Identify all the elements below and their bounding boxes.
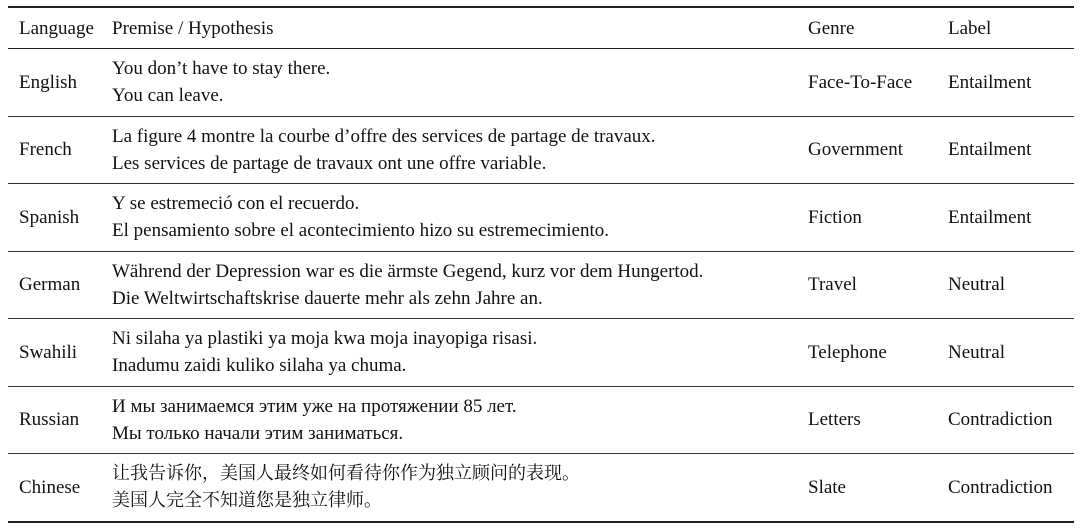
table-row-swahili	[8, 319, 1074, 387]
hypothesis-text: Inadumu zaidi kuliko silaha ya chuma.	[112, 355, 407, 377]
premise-text: Während der Depression war es die ärmste Gegend, kurz vor dem Hungertod.	[112, 260, 704, 282]
hypothesis-text: Les services de partage de travaux ont une offre variable.	[112, 152, 547, 174]
hypothesis-text: You can leave.	[112, 85, 224, 107]
language-cell: English	[19, 71, 78, 93]
language-cell: Chinese	[19, 476, 81, 498]
premise-text: Ni silaha ya plastiki ya moja kwa moja inayopiga risasi.	[112, 328, 538, 350]
hypothesis-text: 美国人完全不知道您是独立律师。	[112, 490, 382, 512]
label-cell: Contradiction	[948, 409, 1053, 431]
table-row-german	[8, 251, 1074, 319]
genre-cell: Telephone	[808, 341, 887, 363]
header-label: Label	[948, 17, 992, 39]
premise-text: Y se estremeció con el recuerdo.	[112, 193, 360, 215]
table-row-english	[8, 49, 1074, 117]
table-row-spanish	[8, 184, 1074, 252]
table-row-russian	[8, 386, 1074, 454]
genre-cell: Face-To-Face	[808, 71, 913, 93]
language-cell: Spanish	[19, 206, 80, 228]
premise-hypothesis-cell	[112, 49, 808, 117]
header-premise-hypothesis: Premise / Hypothesis	[112, 17, 274, 39]
label-cell: Contradiction	[948, 476, 1053, 498]
language-cell: Russian	[19, 409, 80, 431]
hypothesis-text: Мы только начали этим заниматься.	[112, 422, 404, 444]
table-row-chinese	[8, 454, 1074, 522]
label-cell: Entailment	[948, 71, 1032, 93]
premise-hypothesis-cell	[112, 251, 808, 319]
premise-text: La figure 4 montre la courbe d’offre des services de partage de travaux.	[112, 125, 656, 147]
premise-hypothesis-cell	[112, 386, 808, 454]
table-body	[8, 49, 1074, 522]
label-cell: Neutral	[948, 341, 1005, 363]
header-genre: Genre	[808, 17, 855, 39]
premise-text: You don’t have to stay there.	[112, 58, 331, 80]
genre-cell: Slate	[808, 476, 846, 498]
genre-cell: Travel	[808, 274, 857, 296]
genre-cell: Government	[808, 139, 903, 161]
table-header	[8, 7, 1074, 49]
premise-hypothesis-cell	[112, 184, 808, 252]
premise-text: И мы занимаемся этим уже на протяжении 85 лет.	[112, 395, 517, 417]
language-cell: French	[19, 139, 72, 161]
label-cell: Neutral	[948, 274, 1005, 296]
hypothesis-text: El pensamiento sobre el acontecimiento hizo su estremecimiento.	[112, 220, 610, 242]
premise-hypothesis-cell	[112, 319, 808, 387]
table-row-french	[8, 116, 1074, 184]
header-row	[8, 7, 1074, 49]
label-cell: Entailment	[948, 206, 1032, 228]
xnli-examples-table	[8, 6, 1074, 523]
premise-text: 让我告诉你，美国人最终如何看待你作为独立顾问的表现。	[112, 463, 580, 485]
language-cell: German	[19, 274, 81, 296]
hypothesis-text: Die Weltwirtschaftskrise dauerte mehr als zehn Jahre an.	[112, 287, 543, 309]
genre-cell: Letters	[808, 409, 861, 431]
xnli-examples-table-container	[8, 6, 1074, 523]
premise-hypothesis-cell	[112, 454, 808, 522]
premise-hypothesis-cell	[112, 116, 808, 184]
genre-cell: Fiction	[808, 206, 862, 228]
language-cell: Swahili	[19, 341, 78, 363]
header-language: Language	[19, 17, 94, 39]
label-cell: Entailment	[948, 139, 1032, 161]
